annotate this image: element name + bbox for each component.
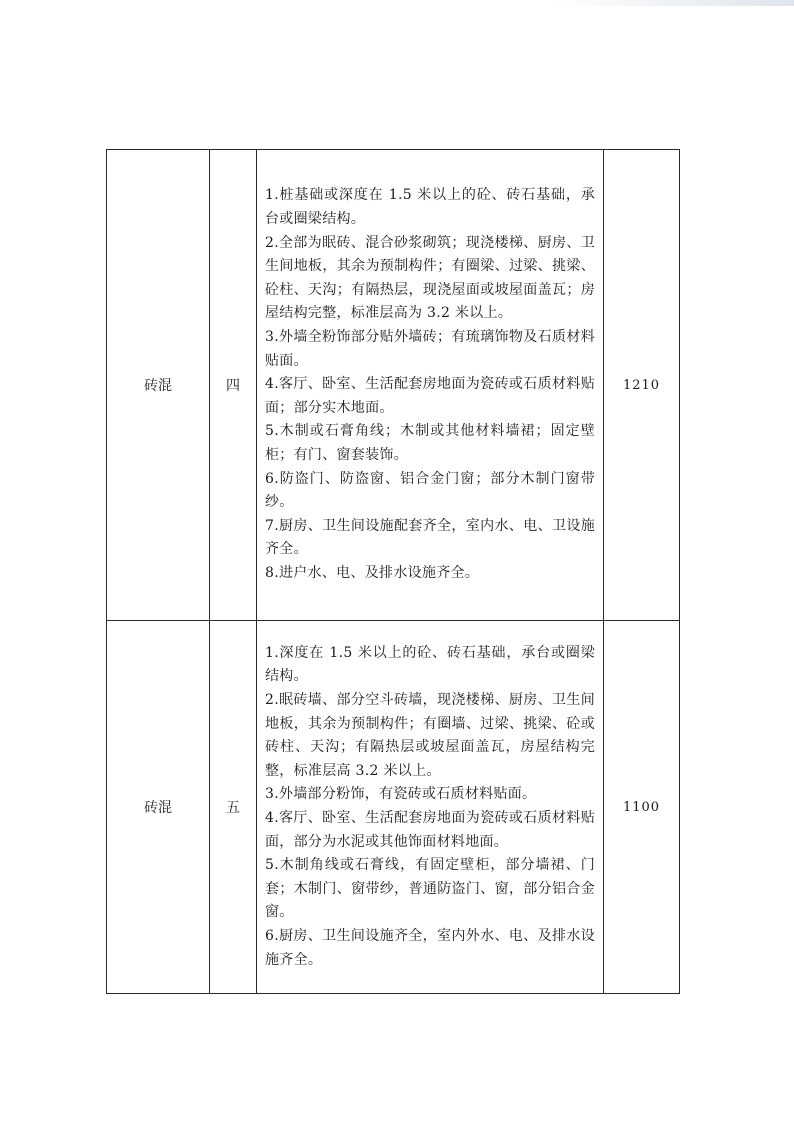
grade-cell: 五 bbox=[210, 621, 257, 994]
description-cell bbox=[257, 621, 604, 994]
description-item: 6.厨房、卫生间设施齐全，室内外水、电、及排水设施齐全。 bbox=[265, 927, 595, 968]
description-item: 7.厨房、卫生间设施配套齐全，室内水、电、卫设施齐全。 bbox=[265, 517, 595, 558]
grade-cell: 四 bbox=[210, 150, 257, 621]
structure-type-cell: 砖混 bbox=[107, 150, 210, 621]
structure-type-cell: 砖混 bbox=[107, 621, 210, 994]
description-cell bbox=[257, 150, 604, 621]
price-cell: 1210 bbox=[604, 150, 680, 621]
description-item: 1.桩基础或深度在 1.5 米以上的砼、砖石基础，承台或圈梁结构。 bbox=[265, 187, 595, 228]
description-item: 4.客厅、卧室、生活配套房地面为瓷砖或石质材料贴面，部分为水泥或其他饰面材料地面。 bbox=[265, 810, 595, 850]
price-cell: 1100 bbox=[604, 621, 680, 994]
description-item: 3.外墙全粉饰部分贴外墙砖；有琉璃饰物及石质材料贴面。 bbox=[265, 329, 595, 369]
description-item: 6.防盗门、防盗窗、铝合金门窗；部分木制门窗带纱。 bbox=[265, 470, 595, 511]
description-item: 8.进户水、电、及排水设施齐全。 bbox=[265, 564, 480, 581]
building-standard-table bbox=[106, 149, 680, 994]
description-item: 2.眠砖墙、部分空斗砖墙，现浇楼梯、厨房、卫生间地板，其余为预制构件；有圈墙、过梁、挑梁、砼或砖柱、天沟；有隔热层或坡屋面盖瓦，房屋结构完整，标准层高 3.2 米以上。 bbox=[265, 692, 595, 779]
description-item: 5.木制角线或石膏线，有固定壁柜，部分墙裙、门套；木制门、窗带纱，普通防盗门、窗，部分铝合金窗。 bbox=[265, 857, 595, 921]
description-item: 3.外墙部分粉饰，有瓷砖或石质材料贴面。 bbox=[265, 786, 537, 803]
table-row bbox=[107, 621, 680, 994]
description-item: 4.客厅、卧室、生活配套房地面为瓷砖或石质材料贴面；部分实木地面。 bbox=[265, 376, 595, 416]
description-list bbox=[257, 642, 603, 972]
description-list bbox=[257, 184, 603, 585]
description-item: 5.木制或石膏角线；木制或其他材料墙裙；固定壁柜；有门、窗套装饰。 bbox=[265, 423, 595, 463]
scan-edge-mark bbox=[554, 0, 794, 6]
table-row bbox=[107, 150, 680, 621]
description-item: 1.深度在 1.5 米以上的砼、砖石基础，承台或圈梁结构。 bbox=[265, 644, 595, 685]
description-item: 2.全部为眠砖、混合砂浆砌筑；现浇楼梯、厨房、卫生间地板，其余为预制构件；有圈梁、过梁、挑梁、砼柱、天沟；有隔热层，现浇屋面或坡屋面盖瓦；房屋结构完整，标准层高为 3.2 米以上。 bbox=[265, 234, 595, 322]
